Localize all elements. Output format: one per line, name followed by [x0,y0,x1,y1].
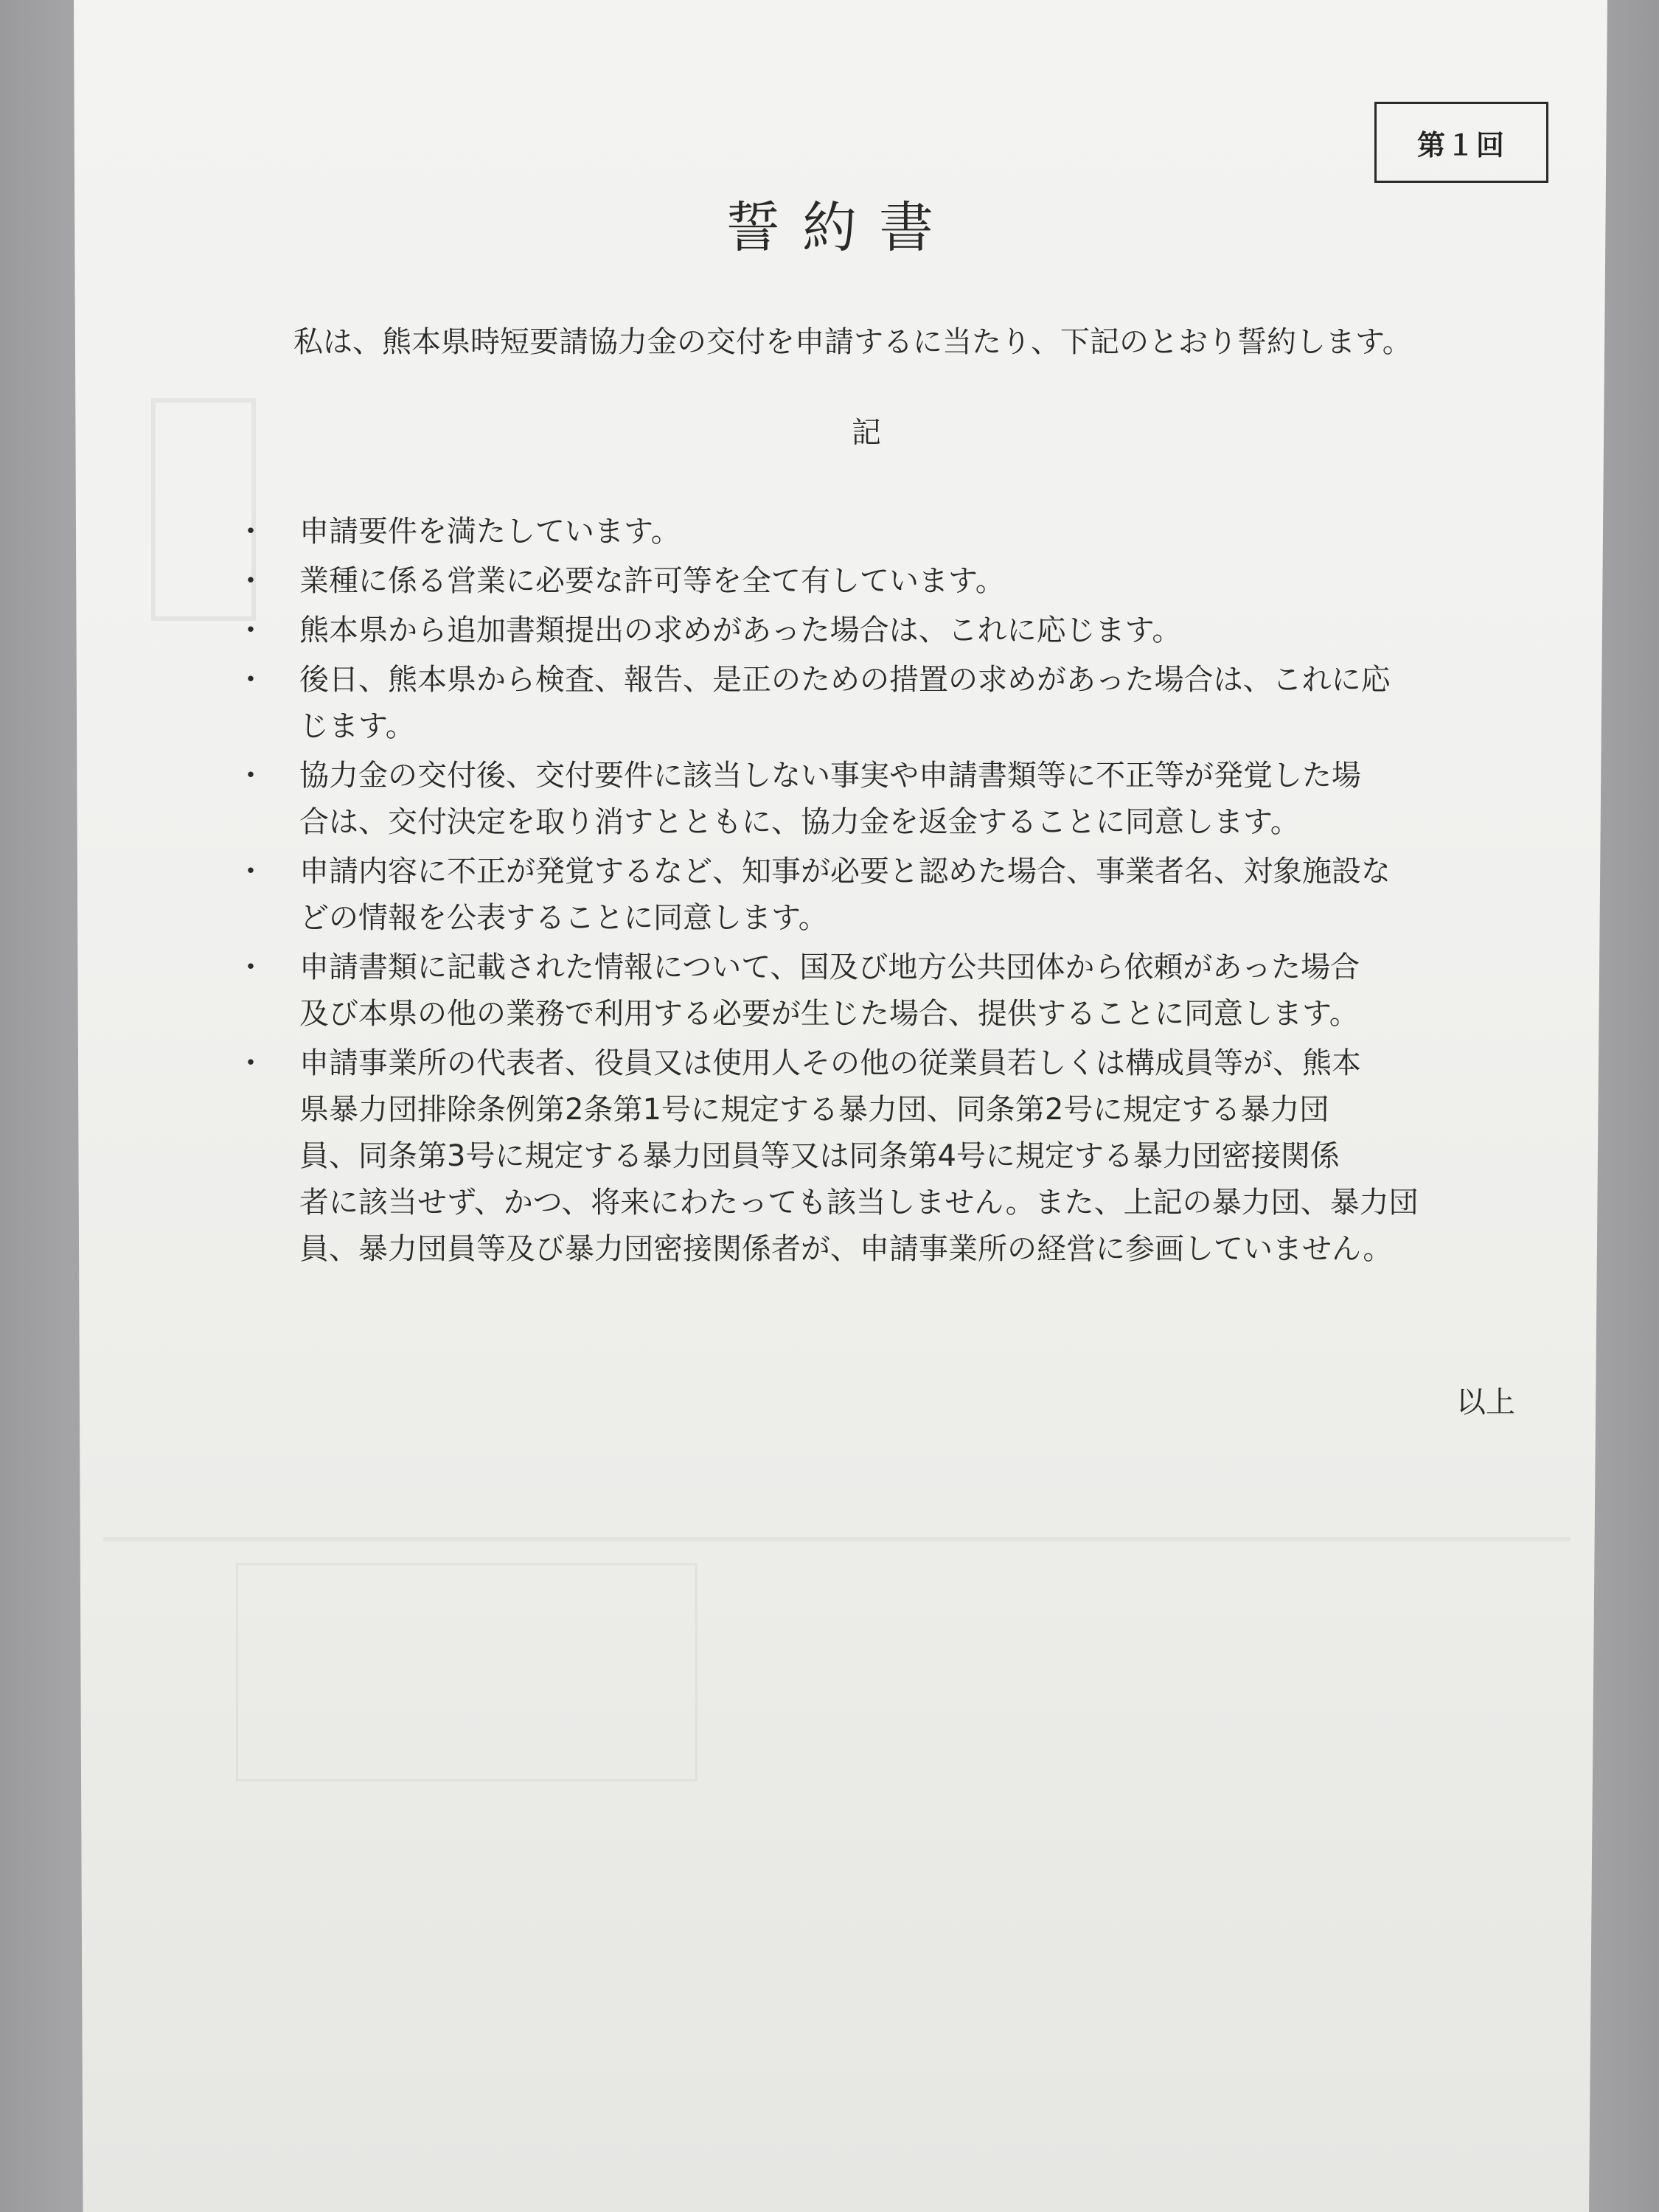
pledge-item-line: 申請書類に記載された情報について、国及び地方公共団体から依頼があった場合 [299,950,1360,984]
pledge-item [236,657,1489,750]
pledge-item-line: 者に該当せず、かつ、将来にわたっても該当しません。また、上記の暴力団、暴力団 [299,1186,1419,1220]
pledge-item-line: 員、暴力団員等及び暴力団密接関係者が、申請事業所の経営に参画していません。 [299,1232,1393,1266]
pledge-item-line: 業種に係る営業に必要な許可等を全て有しています。 [299,564,1005,598]
fold-crease [103,1537,1571,1542]
bullet-mark: ・ [236,564,265,598]
pledge-item-line: 申請要件を満たしています。 [299,515,681,549]
pledge-item-line: 協力金の交付後、交付要件に該当しない事実や申請書類等に不正等が発覚した場 [299,759,1361,793]
bullet-mark: ・ [236,855,265,888]
closing-mark: 以上 [1456,1385,1515,1419]
ki-heading: 記 [852,416,881,450]
pledge-item-line: 県暴力団排除条例第2条第1号に規定する暴力団、同条第2号に規定する暴力団 [299,1093,1329,1127]
pledge-item [236,558,1489,605]
intro-statement: 私は、熊本県時短要請協力金の交付を申請するに当たり、下記のとおり誓約します。 [293,325,1412,359]
pledge-item-line: 申請事業所の代表者、役員又は使用人その他の従業員若しくは構成員等が、熊本 [299,1046,1361,1080]
pledge-item [236,849,1489,942]
show-through-box [236,1563,698,1781]
pledge-item-line: じます。 [299,709,415,743]
bullet-mark: ・ [236,663,265,697]
pledge-item-line: どの情報を公表することに同意します。 [299,901,828,935]
round-number-box: 第１回 [1374,102,1548,183]
pledge-list [236,509,1489,1276]
pledge-item-line: 合は、交付決定を取り消すとともに、協力金を返金することに同意します。 [299,805,1300,839]
bullet-mark: ・ [236,950,265,984]
pledge-item [236,753,1489,846]
pledge-item-line: 員、同条第3号に規定する暴力団員等又は同条第4号に規定する暴力団密接関係 [299,1139,1340,1173]
pledge-item-line: 申請内容に不正が発覚するなど、知事が必要と認めた場合、事業者名、対象施設な [299,855,1391,888]
pledge-item-line: 後日、熊本県から検査、報告、是正のための措置の求めがあった場合は、これに応 [299,663,1391,697]
bullet-mark: ・ [236,1046,265,1080]
pledge-item [236,509,1489,555]
pledge-item [236,608,1489,654]
pledge-item [236,945,1489,1037]
pledge-item [236,1040,1489,1273]
pledge-item-line: 熊本県から追加書類提出の求めがあった場合は、これに応じます。 [299,613,1182,647]
bullet-mark: ・ [236,515,265,549]
bullet-mark: ・ [236,759,265,793]
document-title: 誓約書 [726,196,956,260]
pledge-item-line: 及び本県の他の業務で利用する必要が生じた場合、提供することに同意します。 [299,997,1359,1031]
bullet-mark: ・ [236,613,265,647]
